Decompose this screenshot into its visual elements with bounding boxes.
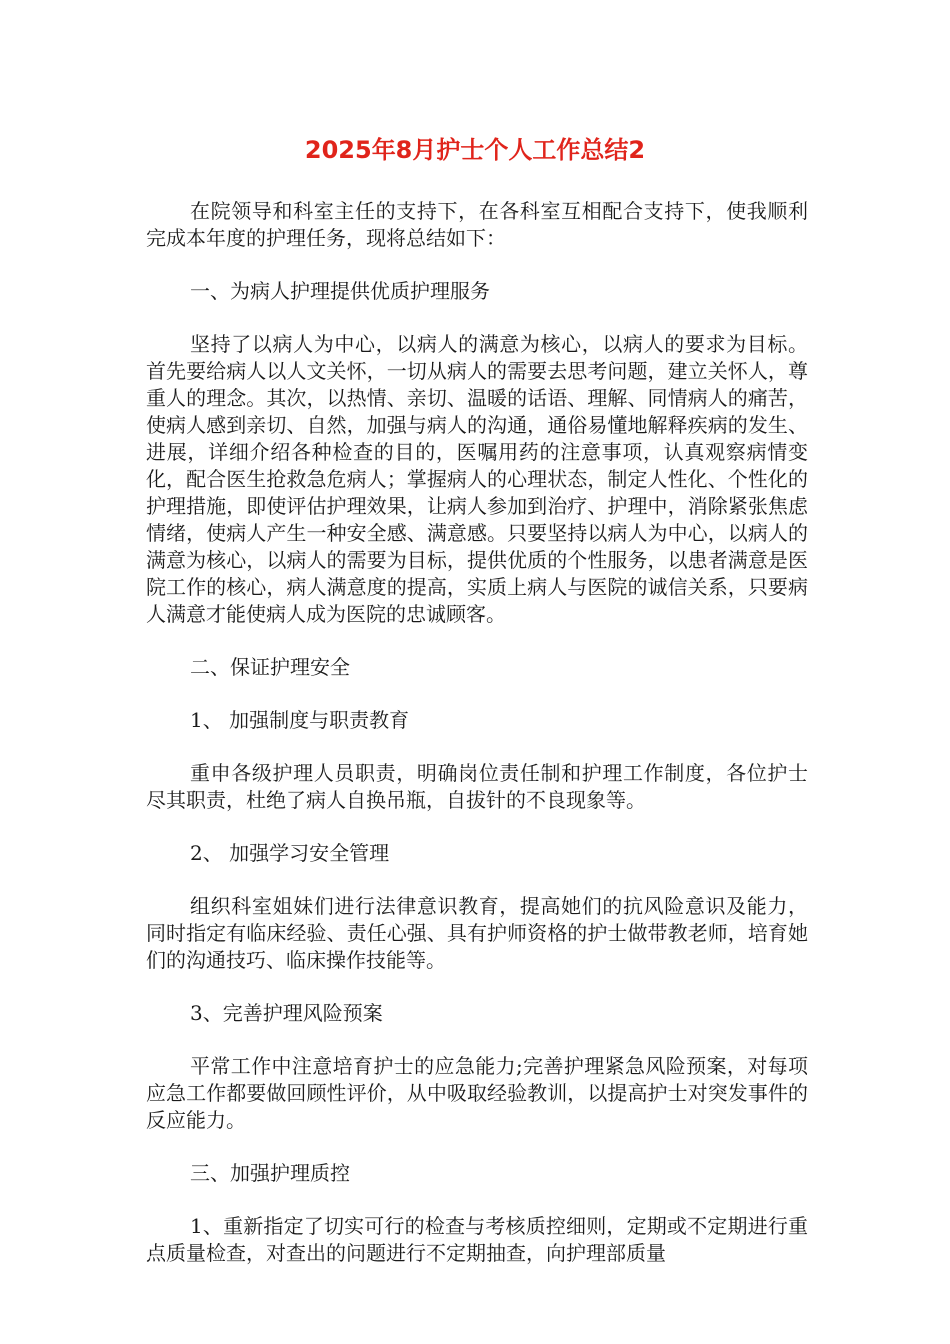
paragraph-2-2: 组织科室姐妹们进行法律意识教育，提高她们的抗风险意识及能力，同时指定有临床经验、责任心强、具有护师资格的护士做带教老师，培育她们的沟通技巧、临床操作技能等。 [146,894,808,972]
subsection-heading-2-2: 2、 加强学习安全管理 [190,841,390,865]
paragraph-2-1: 重申各级护理人员职责，明确岗位责任制和护理工作制度，各位护士尽其职责，杜绝了病人自换吊瓶，自拔针的不良现象等。 [146,761,808,812]
paragraph-2-3: 平常工作中注意培育护士的应急能力;完善护理紧急风险预案，对每项应急工作都要做回顾性评价，从中吸取经验教训，以提高护士对突发事件的反应能力。 [146,1054,808,1132]
subsection-heading-2-1: 1、 加强制度与职责教育 [190,708,410,732]
paragraph-3-1: 1、重新指定了切实可行的检查与考核质控细则，定期或不定期进行重点质量检查，对查出的问题进行不定期抽查，向护理部质量 [146,1214,808,1265]
paragraph-section-1: 坚持了以病人为中心，以病人的满意为核心，以病人的要求为目标。首先要给病人以人文关怀，一切从病人的需要去思考问题，建立关怀人，尊重人的理念。其次，以热情、亲切、温暖的话语、理解、同情病人的痛苦，使病人感到亲切、自然，加强与病人的沟通，通俗易懂地解释疾病的发生、进展，详细介绍各种检查的目的，医嘱用药的注意事项，认真观察病情变化，配合医生抢救急危病人；掌握病人的心理状态，制定人性化、个性化的护理措施，即使评估护理效果，让病人参加到治疗、护理中，消除紧张焦虑情绪，使病人产生一种安全感、满意感。只要坚持以病人为中心，以病人的满意为核心，以病人的需要为目标，提供优质的个性服务，以患者满意是医院工作的核心，病人满意度的提高，实质上病人与医院的诚信关系，只要病人满意才能使病人成为医院的忠诚顾客。 [146,332,808,626]
section-heading-2: 二、保证护理安全 [190,655,350,679]
paragraph-intro: 在院领导和科室主任的支持下，在各科室互相配合支持下，使我顺利完成本年度的护理任务，现将总结如下： [146,199,808,250]
section-heading-1: 一、为病人护理提供优质护理服务 [190,279,490,303]
document-title: 2025年8月护士个人工作总结2 [304,136,646,164]
document-body [146,198,808,1267]
section-heading-3: 三、加强护理质控 [190,1161,350,1185]
subsection-heading-2-3: 3、完善护理风险预案 [190,1001,383,1025]
